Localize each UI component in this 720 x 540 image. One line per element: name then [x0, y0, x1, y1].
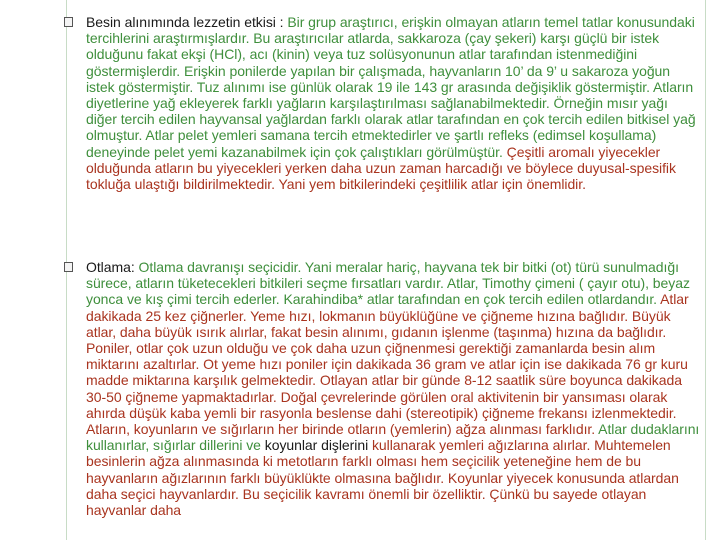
plain-text-2: koyunlar dişlerini	[260, 437, 369, 454]
red-text-1: Atlar dakikada 25 kez çiğnerler. Yeme hızı, lokmanın büyüklüğüne ve çiğneme hızına bağlıdır. Büyük atlar, daha büyük ısırık alırlar, fakat besin alınımı, gıdanın işlenme (taşınma) hızına da bağlıdır. Poniler, otlar çok uzun olduğu ve çok daha uzun çiğnenmesi gerektiği zamanlarda besin alım miktarını azaltırlar. Ot yeme hızı poniler için dakikada 36 gram ve atlar için ise dakikada 76 gr kuru madde miktarına karşılık gelmektedir. Otlayan atlar bir günde 8-12 saatlik süre boyunca dakikada 30-50 çiğneme yapmaktadırlar. Doğal çevrelerinde görülen oral aktivitenin bir yansıması olarak ahırda düşük kaba yemli bir rasyonla beslense dahi (stereotipik) çiğneme frekansı izlenmektedir. Atların, koyunların ve sığırların her birinde otların (yemlerin) ağza alınması farklıdır.	[86, 291, 689, 438]
red-text-2: kullanarak yemleri ağızlarına alırlar. Muhtemelen besinlerin ağza alınmasında ki metotların farklı olması hem seçicilik yeteneğine hem de bu hayvanların ağızlarının farklı büyüklükte olmasına bağlıdır. Koyunlar yiyecek konusunda atlardan daha seçici hayvanlardır. Bu seçicilik kavramı önemli bir özelliktir. Çünkü bu sayede otlayan hayvanlar daha	[86, 437, 679, 519]
bullet-square-icon	[64, 262, 73, 272]
green-text-2: Atlar dudaklarını kullanırlar, sığırlar dillerini ve	[86, 421, 700, 454]
term-label: Otlama:	[86, 259, 135, 275]
green-text: Bir grup araştırıcı, erişkin olmayan atların temel tatlar konusundaki tercihlerini araştırmışlardır. Bu araştırıcılar atlarda, sakkaroza (çay şekeri) karşı güçlü bir istek olduğunu fakat ekşi (HCl), acı (kinin) veya tuz solüsyonunun atlar tarafından istenmediğini göstermişlerdir. Erişkin ponilerde yapılan bir çalışmada, hayvanların 10’ da 9’ u sakaroza yoğun istek göstermiştir. Tuz alınımı ise günlük olarak 19 ile 143 gr arasında değişiklik göstermiştir. Atların diyetlerine yağ ekleyerek farklı yağların karşılaştırılması sağlanabilmektedir. Örneğin mısır yağı diğer tercih edilen hayvansal yağlardan farklı olarak atlar tarafından en çok tercih edilen bitkisel yağ olmuştur. Atlar pelet yemleri samana tercih etmektedirler ve şartlı refleks (edimsel koşullama) deneyinde pelet yemi kazanabilmek için çok çalıştıkları görülmüştür.	[86, 14, 696, 160]
red-text: Çeşitli aromalı yiyecekler olduğunda atların bu yiyecekleri yerken daha uzun zaman harcadığı ve böylece duyusal-spesifik tokluğa ulaştığı bildirilmektedir. Yani yem bitkilerindeki çeşitlilik atlar için önemlidir.	[86, 143, 676, 193]
right-margin-rule	[705, 0, 706, 540]
bullet-item-lezzet	[86, 14, 701, 192]
term-label: Besin alınımında lezzetin etkisi :	[86, 14, 284, 30]
paragraph-lezzet	[86, 14, 701, 192]
paragraph-otlama	[86, 259, 701, 518]
bullet-item-otlama	[86, 259, 701, 518]
bullet-square-icon	[64, 17, 73, 27]
green-text-1: Otlama davranışı seçicidir. Yani meralar hariç, hayvana tek bir bitki (ot) türü sunulmadığı sürece, atların tüketecekleri bitkileri seçme fırsatları vardır. Atlar, Timothy çimeni ( çayır otu), beyaz yonca ve kış çimi tercih ederler. Karahindiba* atlar tarafından en çok tercih edilen otlardandır.	[86, 259, 690, 308]
